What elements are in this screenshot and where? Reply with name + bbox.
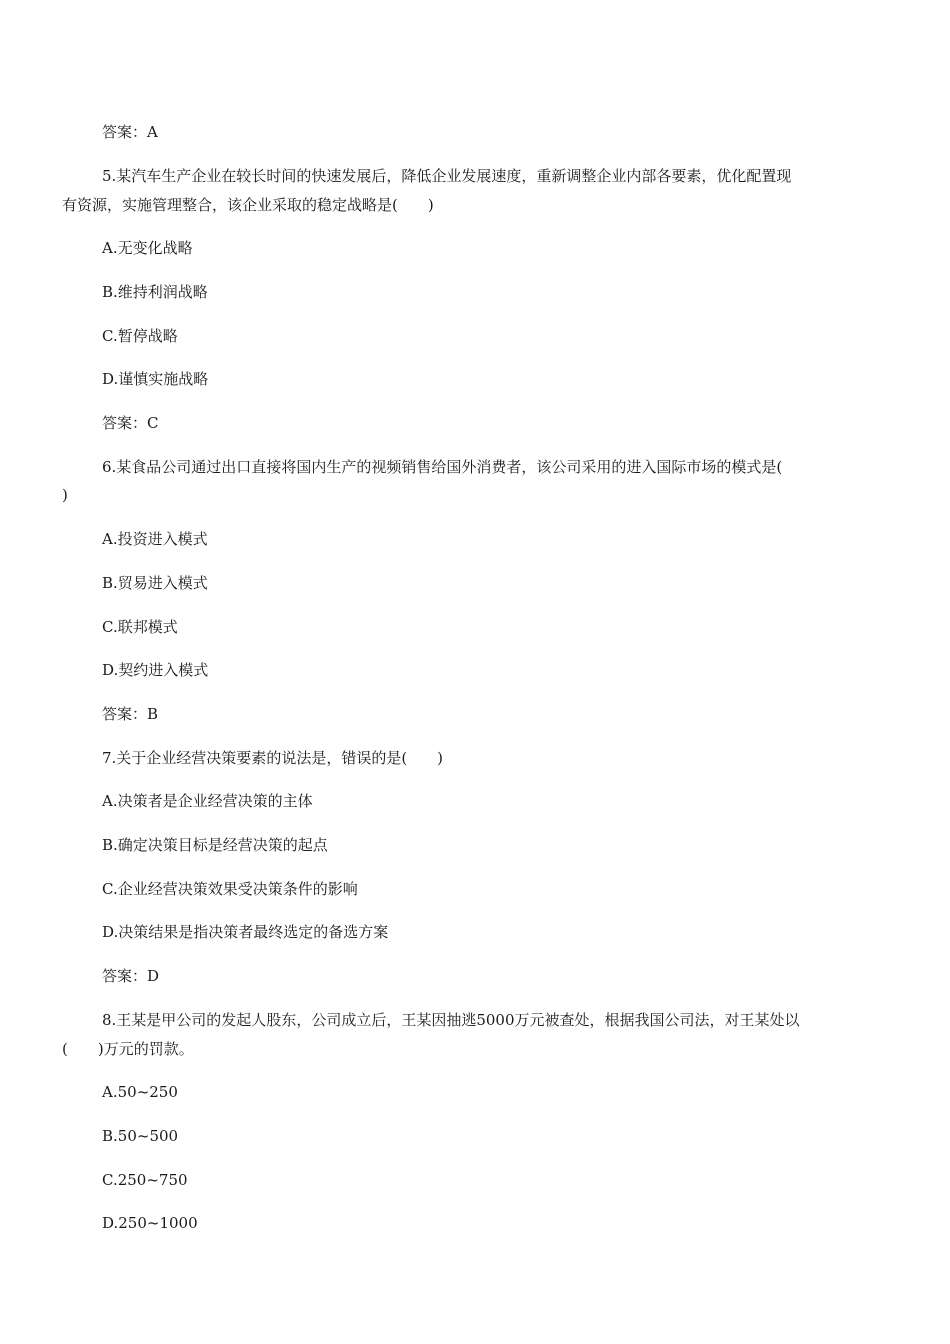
q7-option-c: C.企业经营决策效果受决策条件的影响 bbox=[102, 880, 358, 898]
q6-option-b: B.贸易进入模式 bbox=[102, 574, 208, 592]
q8-option-b: B.50~500 bbox=[102, 1127, 179, 1145]
q8-stem-line1: 8.王某是甲公司的发起人股东，公司成立后，王某因抽逃5000万元被查处，根据我国公司法，对王某处以 bbox=[102, 1011, 800, 1029]
q5-option-a: A.无变化战略 bbox=[102, 239, 193, 257]
q5-option-c: C.暂停战略 bbox=[102, 327, 178, 345]
q7-answer: 答案：D bbox=[102, 967, 160, 985]
q5-answer: 答案：C bbox=[102, 414, 159, 432]
q7-option-b: B.确定决策目标是经营决策的起点 bbox=[102, 836, 328, 854]
q6-option-d: D.契约进入模式 bbox=[102, 661, 209, 679]
q5-stem-line2: 有资源，实施管理整合，该企业采取的稳定战略是( ) bbox=[62, 196, 434, 214]
q8-option-c: C.250~750 bbox=[102, 1171, 188, 1189]
q6-option-c: C.联邦模式 bbox=[102, 618, 178, 636]
q8-option-a: A.50~250 bbox=[102, 1083, 178, 1101]
q7-stem-line1: 7.关于企业经营决策要素的说法是，错误的是( ) bbox=[102, 749, 444, 767]
q7-option-a: A.决策者是企业经营决策的主体 bbox=[102, 792, 313, 810]
q8-option-d: D.250~1000 bbox=[102, 1214, 198, 1232]
q5-stem-line1: 5.某汽车生产企业在较长时间的快速发展后，降低企业发展速度，重新调整企业内部各要素，优化配置现 bbox=[102, 167, 792, 185]
q5-option-d: D.谨慎实施战略 bbox=[102, 370, 209, 388]
q6-stem-line2: ) bbox=[62, 486, 68, 504]
q5-option-b: B.维持利润战略 bbox=[102, 283, 208, 301]
q6-stem-line1: 6.某食品公司通过出口直接将国内生产的视频销售给国外消费者，该公司采用的进入国际市场的模式是( bbox=[102, 458, 783, 476]
q8-stem-line2: ( )万元的罚款。 bbox=[62, 1040, 194, 1058]
q6-option-a: A.投资进入模式 bbox=[102, 530, 208, 548]
q6-answer: 答案：B bbox=[102, 705, 159, 723]
q7-option-d: D.决策结果是指决策者最终选定的备选方案 bbox=[102, 923, 389, 941]
answer-prev: 答案：A bbox=[102, 123, 158, 141]
